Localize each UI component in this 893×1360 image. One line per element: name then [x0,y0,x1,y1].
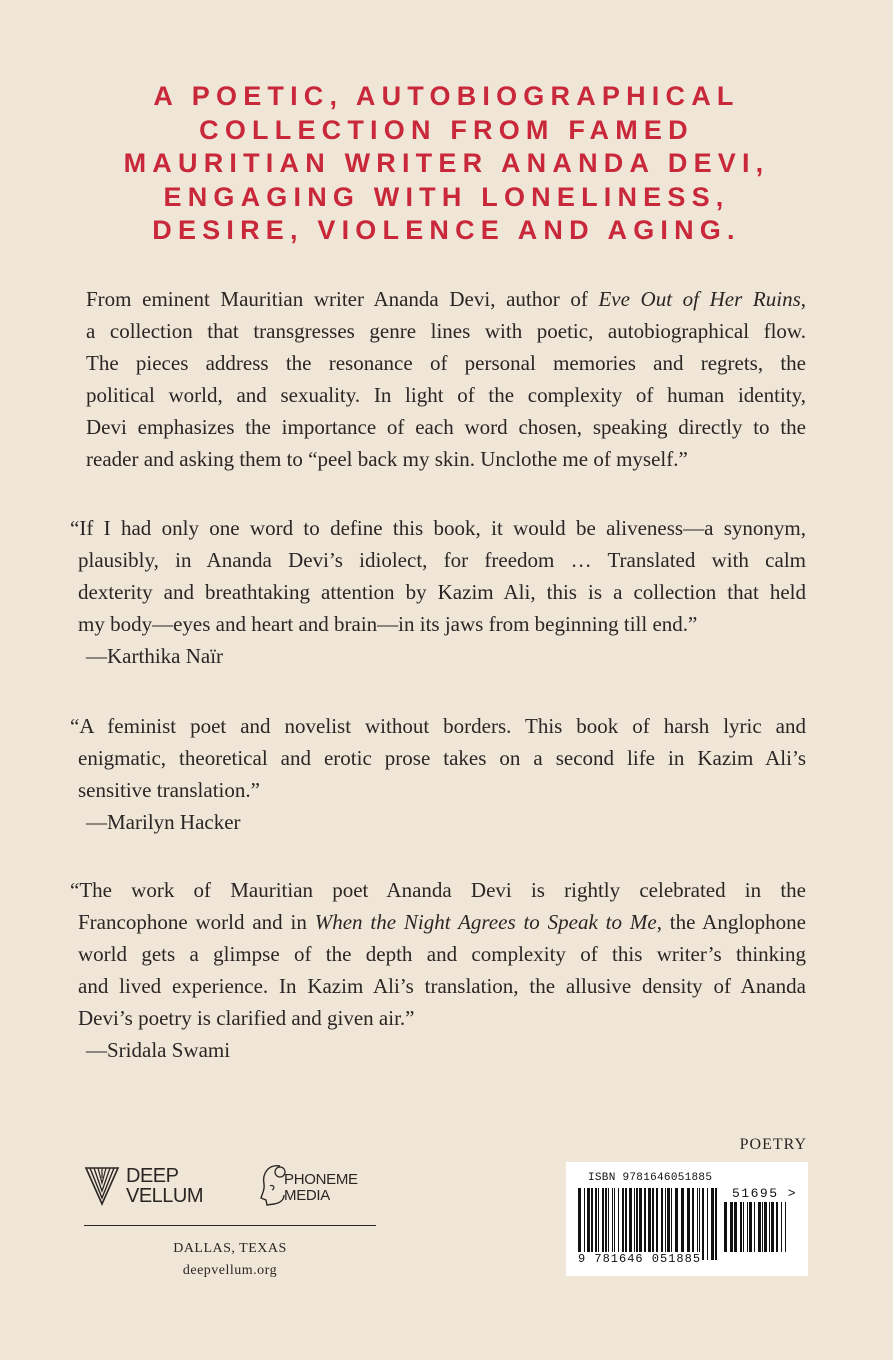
barcode-bar [625,1188,627,1260]
description-line: reader and asking them to “peel back my skin. Unclothe me of myself.” [86,447,688,471]
barcode-bar [764,1202,767,1252]
barcode-supplement-number: 51695 > [732,1186,798,1201]
barcode-bar [771,1202,774,1252]
barcode-bar [687,1188,690,1260]
quote-attribution: —Sridala Swami [86,1038,231,1062]
barcode-number: 9 781646 051885 [578,1252,702,1266]
description-line: a collection that transgresses genre lines with poetic, autobiographical flow. [86,319,806,343]
quote-text: Francophone world and in [78,910,315,934]
quote-line: sensitive translation.” [78,778,260,802]
publisher-city: DALLAS, TEXAS [173,1241,287,1256]
barcode-bar [656,1188,658,1260]
barcode-bar [629,1188,632,1260]
quote-attribution: —Karthika Naïr [86,644,224,668]
barcode-bar [707,1188,708,1260]
quote-line: dexterity and breathtaking attention by Kazim Ali, this is a collection that held [78,580,806,604]
barcode-bar [785,1202,786,1252]
endorsement-quote-2 [70,710,806,838]
quote-line: my body—eyes and heart and brain—in its jaws from beginning till end.” [78,612,698,636]
barcode-bar [605,1188,607,1260]
barcode-bar [608,1188,609,1260]
barcode-bar [730,1202,733,1252]
barcode-bar [675,1188,678,1260]
barcode-bar [747,1202,748,1252]
barcode-bar [702,1188,704,1260]
quote-line: enigmatic, theoretical and erotic prose takes on a second life in Kazim Ali’s [78,746,806,770]
headline-line: ENGAGING WITH LONELINESS, [163,181,730,212]
quote-line [78,906,806,938]
quote-line: world gets a glimpse of the depth and complexity of this writer’s thinking [78,942,806,966]
quote-text: , the Anglophone [656,910,806,934]
endorsement-quote-1 [70,512,806,672]
divider [84,1225,376,1226]
barcode-bar [697,1188,698,1260]
description-line: political world, and sexuality. In light of the complexity of human identity, [86,383,806,407]
barcode-bar [578,1188,581,1260]
barcode-bar [602,1188,604,1260]
phoneme-line: PHONEME [284,1171,358,1188]
book-title-reference: Eve Out of Her Ruins [598,287,801,311]
book-title-reference: When the Night Agrees to Speak to Me [314,910,657,934]
quote-line: Devi’s poetry is clarified and given air.” [78,1006,415,1030]
barcode-bar [648,1188,651,1260]
deep-vellum-line: DEEP [126,1165,179,1187]
barcode-bar [734,1202,737,1252]
publisher-website: deepvellum.org [182,1263,278,1278]
headline [60,80,833,248]
barcode-bar [740,1202,742,1252]
barcode-bar [622,1188,624,1260]
barcode-bar [699,1188,700,1260]
publisher-info [84,1238,376,1282]
barcode-bar [618,1188,619,1260]
barcode-bar [758,1202,761,1252]
barcode-bar [776,1202,778,1252]
barcode-bar [595,1188,597,1260]
quote-line: “The work of Mauritian poet Ananda Devi is rightly celebrated in the [70,878,806,902]
barcode-bar [681,1188,684,1260]
isbn-label: ISBN 9781646051885 [588,1172,713,1184]
description-line [86,283,806,315]
description-text: From eminent Mauritian writer Ananda Devi, author of [86,287,599,311]
barcode-bar [692,1188,694,1260]
barcode-bar [661,1188,663,1260]
endorsement-quote-3 [70,874,806,1066]
barcode-bar [665,1188,666,1260]
description-text: , [800,287,807,311]
barcode-bar [743,1202,744,1252]
barcode-supplement-bars [724,1202,786,1266]
barcode-bar [781,1202,782,1252]
publisher-logos [84,1158,376,1228]
headline-line: A POETIC, AUTOBIOGRAPHICAL [153,81,740,111]
description-line: The pieces address the resonance of personal memories and regrets, the [86,351,806,375]
category-label: POETRY [739,1136,807,1153]
quote-line: “If I had only one word to define this book, it would be aliveness—a synonym, [70,516,806,540]
barcode-bar [636,1188,638,1260]
deep-vellum-wordmark [126,1166,203,1206]
quote-attribution: —Marilyn Hacker [86,810,241,834]
quote-line: “A feminist poet and novelist without borders. This book of harsh lyric and [70,714,806,738]
barcode-bar [762,1202,763,1252]
headline-line: MAURITIAN WRITER ANANDA DEVI, [123,148,770,178]
quote-line: and lived experience. In Kazim Ali’s translation, the allusive density of Ananda [78,974,806,998]
barcode-bar [671,1188,672,1260]
description-line: Devi emphasizes the importance of each word chosen, speaking directly to the [86,415,806,439]
barcode-bar [612,1188,613,1260]
barcode-bar [715,1188,717,1260]
barcode-bars [578,1188,718,1260]
phoneme-media-wordmark [284,1172,358,1204]
book-description [86,283,806,475]
deep-vellum-logo-icon [84,1164,120,1206]
barcode-bar [754,1202,755,1252]
isbn-barcode [566,1162,808,1276]
barcode-bar [598,1188,599,1260]
barcode-bar [639,1188,642,1260]
deep-vellum-line: VELLUM [126,1185,204,1207]
barcode-bar [667,1188,670,1260]
barcode-bar [634,1188,635,1260]
headline-line: DESIRE, VIOLENCE AND AGING. [152,215,741,245]
barcode-bar [652,1188,654,1260]
barcode-bar [614,1188,615,1260]
barcode-bar [724,1202,727,1252]
barcode-bar [591,1188,593,1260]
barcode-bar [587,1188,590,1260]
barcode-bar [769,1202,770,1252]
headline-line: COLLECTION FROM FAMED [199,114,694,145]
quote-line: plausibly, in Ananda Devi’s idiolect, for freedom … Translated with calm [78,548,806,572]
phoneme-line: MEDIA [284,1187,331,1204]
barcode-bar [711,1188,714,1260]
barcode-bar [644,1188,646,1260]
barcode-bar [584,1188,585,1260]
barcode-bar [749,1202,752,1252]
